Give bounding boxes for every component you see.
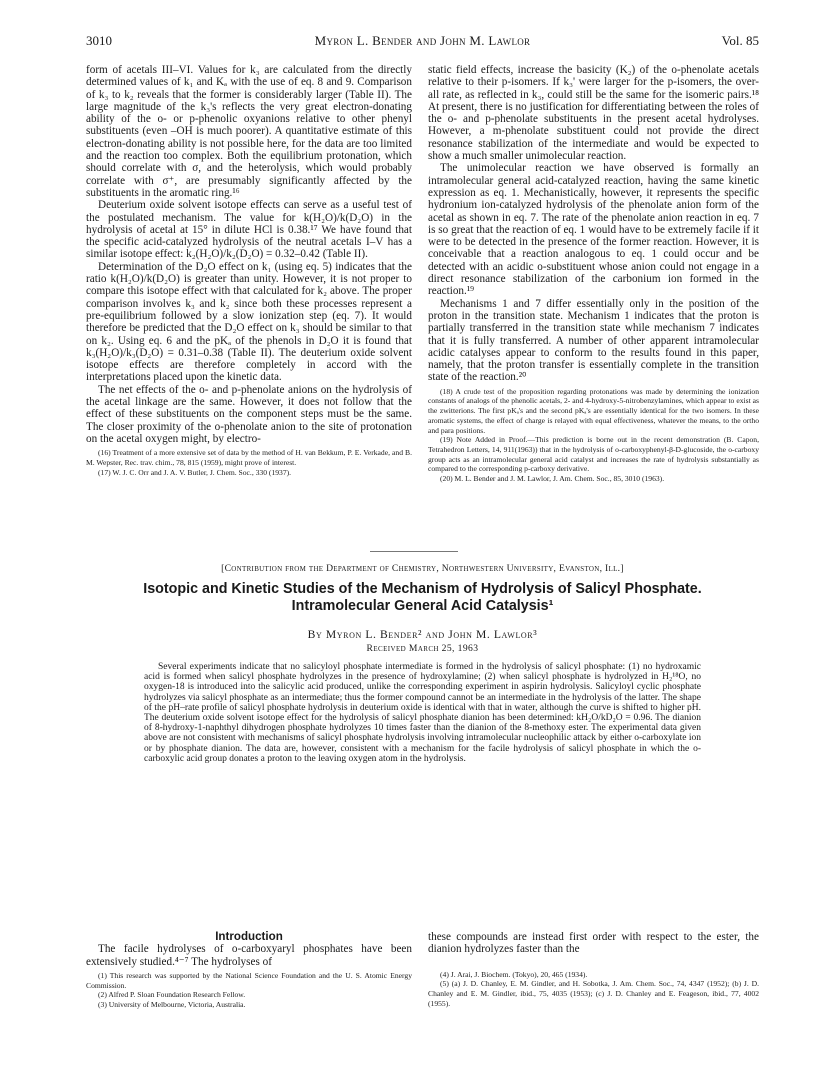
section-heading: Introduction [215, 930, 283, 943]
paragraph: Deuterium oxide solvent isotope effects can serve as a useful test of the postulated mechanism. The value for k(H₂O)/k(D₂O) in the hydrolysis of acetal at 15° in dilute HCl is 0.38.¹⁷ We have found that the specific acid-catalyzed hydrolysis of the neutral acetals I–V has a similar isotope effect: k₂(H₂O)/k₂(D₂O) = 0.32–0.42 (Table II). [86, 199, 412, 261]
paragraph: Mechanisms 1 and 7 differ essentially only in the position of the proton in the transition state. Mechanism 1 indicates that the proton is partially transferred in the transition state while mechanism 7 indicates that it is fully transferred. A number of other apparent intramolecular acidic catalyses appear to conform to the results found in this paper, namely, that the proton transfer is essentially complete in the transition state of the reaction.²⁰ [428, 297, 759, 384]
footnote: (18) A crude test of the proposition regarding protonations was made by determining the ionization constants of analogs of the phenolic acetals, 2- and 4-hydroxy-5-nitrobenzylamines, which appear to exist as the zwitterions. The first pKₐ's and the second pKₐ's are essentially identical for the two isomers. In these aromatic systems, the effect of charge is relayed with equal effectiveness, whatever the means, to the ortho and para positions. [428, 386, 759, 435]
paragraph: The net effects of the o- and p-phenolate anions on the hydrolysis of the acetal linkage are the same. However, it does not follow that the effect of these substituents on the component steps must be the same. The closer proximity of the o-phenolate anion to the site of protonation on the acetal oxygen might, by electro- [86, 383, 412, 445]
bottom-left-column [86, 931, 412, 1010]
bottom-right-column [428, 931, 759, 1008]
footnote: (5) (a) J. D. Chanley, E. M. Gindler, and H. Sobotka, J. Am. Chem. Soc., 74, 4347 (1952); (b) J. D. Chanley and E. M. Gindler, ibid., 75, 4035 (1953); (c) J. D. Chanley and E. Feageson, ibid., 77, 4002 (1955). [428, 979, 759, 1008]
contribution-line: [Contribution from the Department of Chemistry, Northwestern University, Evanston, Ill.] [221, 563, 624, 574]
top-left-column [86, 64, 412, 477]
footnote: (3) University of Melbourne, Victoria, Australia. [98, 1000, 246, 1009]
footnote: (2) Alfred P. Sloan Foundation Research Fellow. [98, 990, 246, 1000]
page-header [86, 33, 759, 49]
paragraph: The unimolecular reaction we have observed is formally an intramolecular general acid-catalyzed reaction, having the same kinetic expression as eq. 1. Mechanistically, however, it represents the specific hydronium ion-catalyzed hydrolysis of the phenolate anion form of the acetal as shown in eq. 7. The rate of the phenolate anion reaction in eq. 7 is so great that the reaction of eq. 1 would have to be extremely facile if it were to be detected in the presence of the former reaction. However, it is conceivable that a reaction analogous to eq. 1 could occur and be detected with an acidic o-substituent whose anion could not engage in a direct resonance stabilization of the carbonium ion formed in the reaction.¹⁹ [428, 162, 759, 298]
footnote: (20) M. L. Bender and J. M. Lawlor, J. Am. Chem. Soc., 85, 3010 (1963). [440, 474, 665, 484]
footnote: (19) Note Added in Proof.—This prediction is borne out in the recent demonstration (B. Capon, Tetrahedron Letters, 14, 911(1963)) that in the hydrolysis of o-carboxyphenyl-β-D-glucoside, the o-carboxy group acts as an intramolecular general acid catalyst and increases the rate of hydrolysis substantially as compared to the corresponding p-carboxy derivative. [428, 435, 759, 474]
abstract [144, 662, 701, 764]
section-divider [370, 551, 458, 552]
top-right-column [428, 64, 759, 484]
paragraph: these compounds are instead first order with respect to the ester, the dianion hydrolyzes faster than the [428, 931, 759, 956]
paragraph: Determination of the D₂O effect on k₁ (using eq. 5) indicates that the ratio k(H₂O)/k(D₂O) is greater than unity. However, it is not proper to compare this isotope effect with that calculated for k₂ above. The proper comparison involves k₃ and k₂ since both these processes represent a pre-equilibrium followed by a slow ionization step (eq. 7). It would therefore be predicted that the D₂O effect on k₃ should be similar to that on k₂. Using eq. 6 and the pKₐ of the phenols in D₂O it is found that k₃(H₂O)/k₃(D₂O) = 0.31–0.38 (Table II). The deuterium oxide solvent isotope effects are therefore completely in accord with the interpretations placed upon the kinetic data. [86, 260, 412, 384]
running-title: Myron L. Bender and John M. Lawlor [314, 33, 531, 48]
footnote: (4) J. Arai, J. Biochem. (Tokyo), 20, 465 (1934). [440, 969, 588, 979]
volume-label: Vol. 85 [721, 33, 759, 48]
footnote: (17) W. J. C. Orr and J. A. V. Butler, J. Chem. Soc., 330 (1937). [98, 467, 292, 477]
paragraph: form of acetals III–VI. Values for k₃ are calculated from the directly determined values of k₁ and Kₐ with the use of eq. 8 and 9. Comparison of k₃ to k₂ reveals that the former is considerably larger (Table II). The large magnitude of the k₃'s reflects the very great electron-donating ability of the o- or p-phenolic oxyanions relative to other phenyl substituents (even –OH is much poorer). A quantitative estimate of this electron-donating ability is not possible here, for the data are too limited and the reaction too complex. Both the equilibrium protonation, which should correlate with σ, and the heterolysis, which would probably correlate with σ⁺, are presumably significantly affected by the substituents in the aromatic ring.¹⁶ [86, 64, 412, 199]
paragraph: static field effects, increase the basicity (K₂) of the o-phenolate acetals relative to their p-isomers. If k₃' were larger for the p-isomers, the over-all rate, as reflected in k₃, could still be the same for the isomeric pairs.¹⁸ At present, there is no justification for differentiating between the roles of the o- and p-phenolate substituents in the present acetal hydrolyses. However, a m-phenolate substituent could not provide the direct resonance stabilization of the intermediate and would be expected to show a much smaller unimolecular reaction. [428, 64, 759, 163]
article-title: Isotopic and Kinetic Studies of the Mechanism of Hydrolysis of Salicyl Phosphate. Intramolecular General Acid Catalysis¹ [143, 581, 702, 614]
page-number: 3010 [86, 33, 112, 48]
paragraph: The facile hydrolyses of o-carboxyaryl phosphates have been extensively studied.⁴⁻⁷ The hydrolyses of [86, 943, 412, 968]
footnote: (1) This research was supported by the National Science Foundation and the U. S. Atomic Energy Commission. [86, 970, 412, 990]
byline: By Myron L. Bender² and John M. Lawlor³ [307, 628, 538, 641]
received-date: Received March 25, 1963 [366, 643, 479, 654]
abstract-text: Several experiments indicate that no salicyloyl phosphate intermediate is formed in the hydrolysis of salicyl phosphate: (1) no hydroxamic acid is formed when salicyl phosphate hydrolyzes in the presence of hydroxylamine; (2) when salicyl phosphate is hydrolyzed in H₂¹⁸O, no oxygen-18 is introduced into the salicylic acid produced, unlike the corresponding experiment in aspirin hydrolysis. Salicyloyl cyclic phosphate hydrolyzes via salicyl phosphate as an intermediate; thus the former compound cannot be an intermediate in the hydrolysis of the latter. The shape of the pH–rate profile of salicyl phosphate hydrolysis in deuterium oxide is identical with that in water, although the curve is shifted to higher pH. The deuterium oxide solvent isotope effect for the hydrolysis of salicyl phosphate dianion has been determined: kH₂O/kD₂O = 0.96. The dianion of 8-hydroxy-1-naphthyl dihydrogen phosphate hydrolyzes 10 times faster than the dianion of the 8-methoxy ester. The experimental data given above are not consistent with mechanisms of salicyl phosphate hydrolysis involving intramolecular nucleophilic attack by either o-carboxylate ion or by phosphate dianion. The data are, however, consistent with a mechanism for the facile hydrolysis of salicyl phosphate in which the o-carboxylic acid group donates a proton to the leaving oxygen atom in the hydrolysis. [144, 662, 701, 764]
footnote: (16) Treatment of a more extensive set of data by the method of H. van Bekkum, P. E. Verkade, and B. M. Wepster, Rec. trav. chim., 78, 815 (1959), might prove of interest. [86, 448, 412, 467]
